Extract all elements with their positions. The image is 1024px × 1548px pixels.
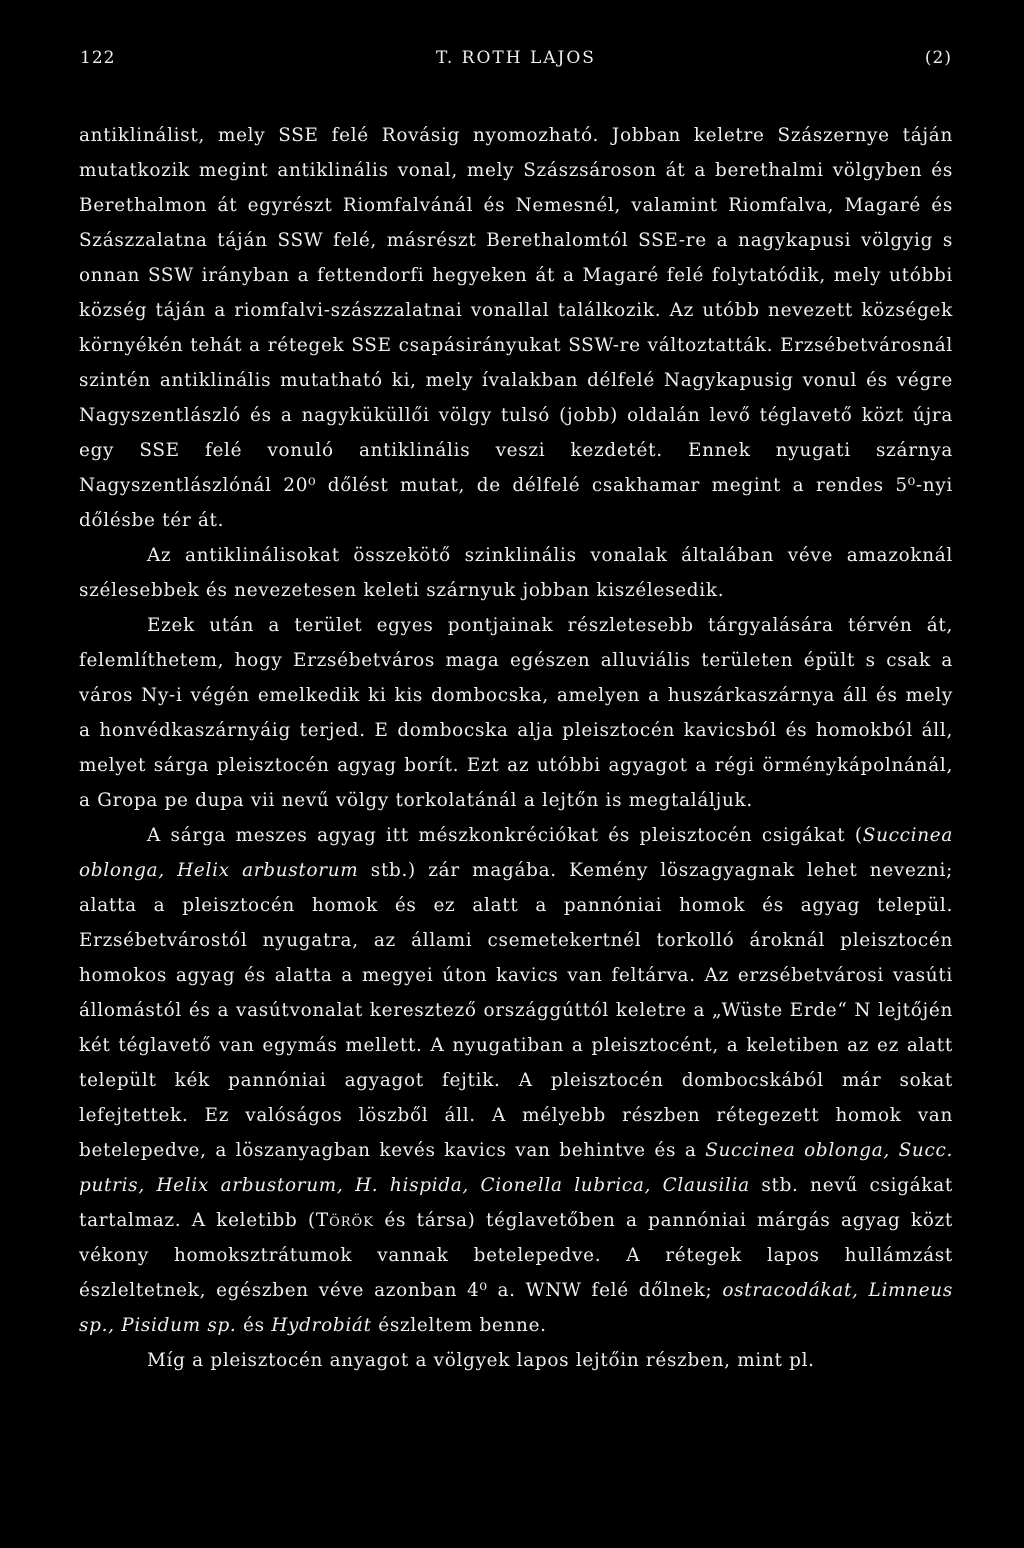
- p4-species-4: Hydrobiát: [271, 1315, 372, 1336]
- paragraph-4: [79, 818, 953, 1343]
- running-head-author: T. ROTH LAJOS: [436, 48, 596, 68]
- body-text: [79, 118, 953, 1378]
- p4-species-1: Succinea oblonga, Helix arbustorum: [79, 825, 953, 881]
- paragraph-3: Ezek után a terület egyes pontjainak részletesebb tárgyalására térvén át, felemlíthetem, hogy Erzsébetváros maga egészen alluviális területen épült s csak a város Ny-i végén emelkedik ki kis dombocska, amelyen a huszárkaszárnya áll és mely a honvédkaszárnyáig terjed. E dombocska alja pleisztocén kavicsból és homokból áll, melyet sárga pleisztocén agyag borít. Ezt az utóbbi agyagot a régi örménykápolnánál, a Gropa pe dupa vii nevű völgy torkolatánál a lejtőn is megtaláljuk.: [79, 615, 953, 811]
- p4-species-3: ostracodákat, Limneus sp., Pisidum sp.: [79, 1280, 953, 1336]
- part-number: (2): [924, 48, 952, 68]
- paragraph-1: antiklinálist, mely SSE felé Rovásig nyomozható. Jobban keletre Szászernye táján mutatkozik megint antiklinális vonal, mely Szászsároson át a berethalmi völgyben és Berethalmon át egyrészt Riomfalvánál és Nemesnél, valamint Riomfalva, Magaré és Szászzalatna táján SSW felé, másrészt Berethalomtól SSE-re a nagykapusi völgyig s onnan SSW irányban a fettendorfi hegyeken át a Magaré felé folytatódik, mely utóbbi község táján a riomfalvi-szászzalatnai vonallal találkozik. Az utóbb nevezett községek környékén tehát a rétegek SSE csapásirányukat SSW-re változtatták. Erzsébetvárosnál szintén antiklinális mutatható ki, mely ívalakban délfelé Nagykapusig vonul és végre Nagyszentlászló és a nagyküküllői völgy tulsó (jobb) oldalán levő téglavető közt újra egy SSE felé vonuló antiklinális veszi kezdetét. Ennek nyugati szárnya Nagyszentlászlónál 20⁰ dőlést mutat, de délfelé csakhamar megint a rendes 5⁰-nyi dőlésbe tér át.: [79, 125, 953, 531]
- p4-text-5: és: [236, 1315, 272, 1336]
- p4-text-2: stb.) zár magába. Kemény löszagyagnak lehet nevezni; alatta a pleisztocén homok és ez alatt a pannóniai homok és agyag települ. Erzsébetvárostól nyugatra, az állami csemetekertnél torkolló ároknál pleisztocén homokos agyag és alatta a megyei úton kavics van feltárva. Az erzsébetvárosi vasúti állomástól és a vasútvonalat keresztező országgúttól keletre a „Wüste Erde“ N lejtőjén két téglavető van egymás mellett. A nyugatiban a pleisztocént, a keletiben az ez alatt települt kék pannóniai agyagot fejtik. A pleisztocén dombocskából már sokat lefejtettek. Ez valóságos löszből áll. A mélyebb részben rétegezett homok van betelepedve, a löszanyagban kevés kavics van behintve és a: [79, 860, 954, 1161]
- running-header: [80, 48, 952, 72]
- p4-text-3: stb. nevű csigákat tartalmaz. A keletibb (: [79, 1175, 953, 1231]
- paragraph-2: Az antiklinálisokat összekötő szinklinális vonalak általában véve amazoknál szélesebbek és nevezetesen keleti szárnyuk jobban kiszélesedik.: [79, 545, 953, 601]
- page-number: 122: [80, 48, 116, 68]
- p4-author-name: Török: [315, 1210, 374, 1231]
- p4-text-4: és társa) téglavetőben a pannóniai márgás agyag közt vékony homoksztrátumok vannak betelepedve. A rétegek lapos hullámzást észleltetnek, egészben véve azonban 4⁰ a. WNW felé dőlnek;: [79, 1210, 953, 1301]
- p4-species-2: Succinea oblonga, Succ. putris, Helix arbustorum, H. hispida, Cionella lubrica, Clausilia: [79, 1140, 953, 1196]
- p4-text-1: A sárga meszes agyag itt mészkonkréciókat és pleisztocén csigákat (: [147, 825, 863, 846]
- p4-text-6: észleltem benne.: [371, 1315, 547, 1336]
- paragraph-5: Míg a pleisztocén anyagot a völgyek lapos lejtőin részben, mint pl.: [147, 1350, 815, 1371]
